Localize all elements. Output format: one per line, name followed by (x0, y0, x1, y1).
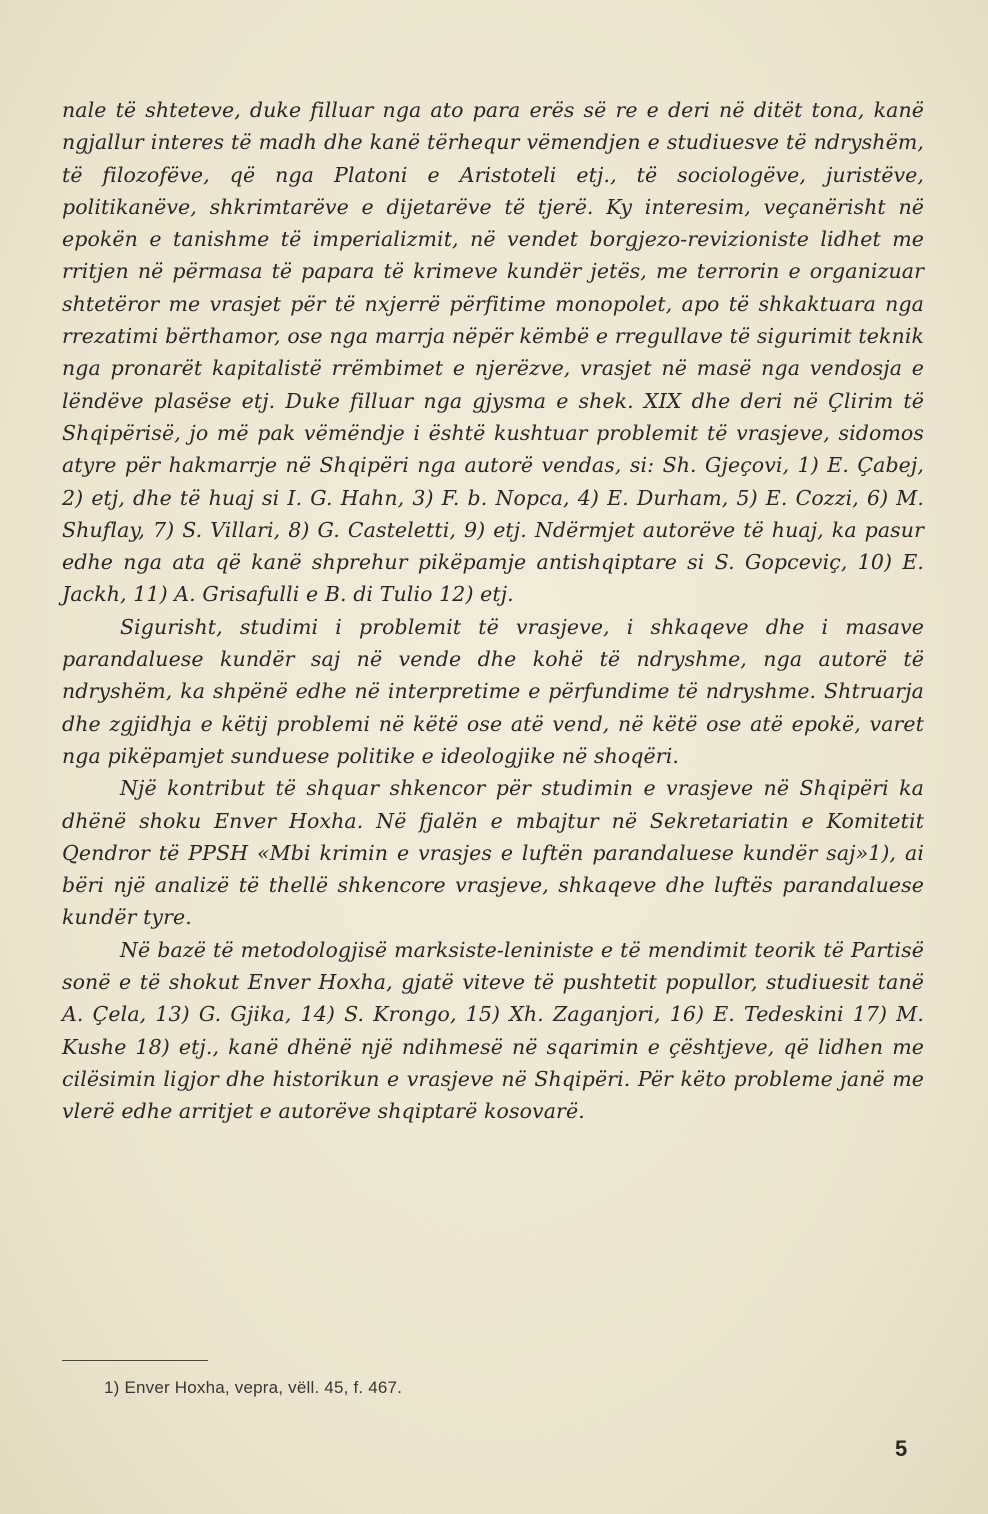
paragraph-4: Në bazë të metodologjisë marksiste-leniniste e të mendimit teorik të Partisë sonë e të shokut Enver Hoxha, gjatë viteve të pushtetit popullor, studiuesit tanë A. Çela, 13) G. Gjika, 14) S. Krongo, 15) Xh. Zaganjori, 16) E. Tedeskini 17) M. Kushe 18) etj., kanë dhënë një ndihmesë në sqarimin e çështjeve, që lidhen me cilësimin ligjor dhe historikun e vrasjeve në Shqipëri. Për këto probleme janë me vlerë edhe arritjet e autorëve shqiptarë kosovarë. (62, 937, 924, 1124)
body-text (62, 94, 924, 1128)
page-number: 5 (895, 1436, 908, 1461)
paragraph-2: Sigurisht, studimi i problemit të vrasjeve, i shkaqeve dhe i masave parandaluese kundër saj në vende dhe kohë të ndryshme, nga autorë të ndryshëm, ka shpënë edhe në interpretime e përfundime të ndryshme. Shtruarja dhe zgjidhja e këtij problemi në këtë ose atë vend, në këtë ose atë epokë, varet nga pikëpamjet sunduese politike e ideologjike në shoqëri. (62, 614, 924, 768)
paragraph-3: Një kontribut të shquar shkencor për studimin e vrasjeve në Shqipëri ka dhënë shoku Enver Hoxha. Në fjalën e mbajtur në Sekretariatin e Komitetit Qendror të PPSH «Mbi krimin e vrasjes e luftën parandaluese kundër saj»1), ai bëri një analizë të thellë shkencore vrasjeve, shkaqeve dhe luftës parandaluese kundër tyre. (62, 776, 924, 930)
paragraph-1: nale të shteteve, duke filluar nga ato para erës së re e deri në ditët tona, kanë ngjallur interes të madh dhe kanë tërhequr vëmendjen e studiuesve të ndryshëm, të filozofëve, që nga Platoni e Aristoteli etj., të sociologëve, juristëve, politikanëve, shkrimtarëve e dijetarëve të tjerë. Ky interesim, veçanërisht në epokën e tanishme të imperializmit, në vendet borgjezo-revizioniste lidhet me rritjen në përmasa të papara të krimeve kundër jetës, me terrorin e organizuar shtetëror me vrasjet për të nxjerrë përfitime monopolet, apo të shkaktuara nga rrezatimi bërthamor, ose nga marrja nëpër këmbë e rregullave të sigurimit teknik nga pronarët kapitalistë rrëmbimet e njerëzve, vrasjet në masë nga vendosja e lëndëve plasëse etj. Duke filluar nga gjysma e shek. XIX dhe deri në Çlirim të Shqipërisë, jo më pak vëmëndje i është kushtuar problemit të vrasjeve, sidomos atyre për hakmarrje në Shqipëri nga autorë vendas, si: Sh. Gjeçovi, 1) E. Çabej, 2) etj, dhe të huaj si I. G. Hahn, 3) F. b. Nopca, 4) E. Durham, 5) E. Cozzi, 6) M. Shuflay, 7) S. Villari, 8) G. Casteletti, 9) etj. Ndërmjet autorëve të huaj, ka pasur edhe nga ata që kanë shprehur pikëpamje antishqiptare si S. Gopceviç, 10) E. Jackh, 11) A. Grisafulli e B. di Tulio 12) etj. (62, 98, 924, 607)
footnote: 1) Enver Hoxha, vepra, vëll. 45, f. 467. (104, 1378, 403, 1397)
footnote-separator (62, 1360, 208, 1361)
